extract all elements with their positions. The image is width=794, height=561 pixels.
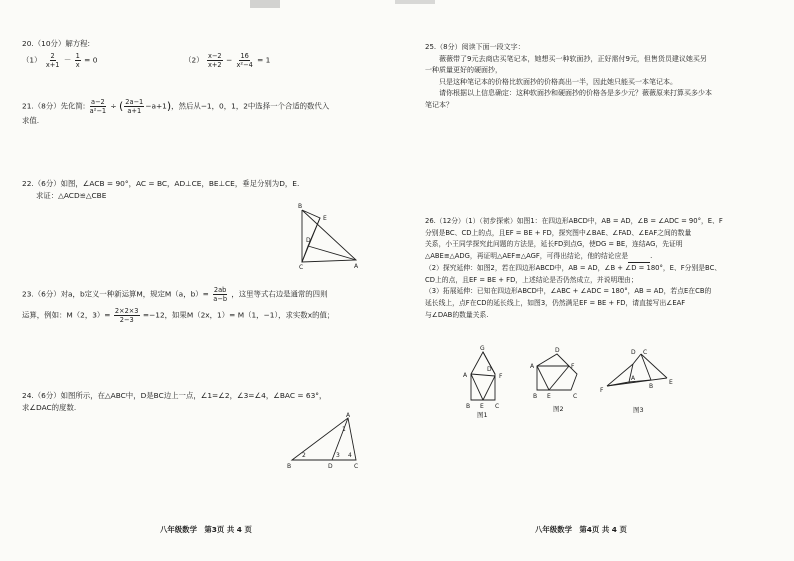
question-20-equations: （1） $\frac{2}{x+1}$ － $\frac{1}{x}$ = 0 （2） $\frac{x-2}{x+2}$ − $\frac{16}{\text{x²−4}}$ = 1 — [22, 52, 271, 69]
caption-fig1: 图1 — [477, 411, 488, 418]
angle-1: 1 — [342, 426, 346, 433]
fraction: $\frac{16}{\text{x²−4}}$ — [236, 52, 253, 69]
question-20-heading: 20.（10分）解方程: — [22, 39, 90, 48]
figure-q22 — [290, 198, 370, 270]
label-D: D — [328, 463, 333, 470]
figure-2 — [523, 340, 593, 418]
question-21: 21.（8分）先化简: $\frac{a-2}{\text{a²−1}}$ ÷ ( $\frac{2a-1}{a+1}$ −a+1)，然后从−1，0，1，2中选择一个合适的数代入 求值. — [22, 98, 330, 125]
label-D: D — [487, 366, 492, 373]
label-A: A — [354, 263, 359, 270]
answer-blank[interactable] — [628, 254, 650, 263]
question-26: 26.（12分）（1）（初步探索）如图1：在四边形ABCD中，AB = AD，∠B = ∠ADC = 90°，E、F 分别是BC、CD上的点，且EF = BE + FD，探究图中∠BAE、∠FAD、∠EAF之间的数量 关系，小王同学探究此问题的方法是，延长FD到点G，使DG = BE，连结AG，先证明 △ABE≌△ADG，再证明△AEF≌△AGF，可得出结论，他的结论应是 . （2）探究延伸：如图2，若在四边形ABCD中，AB = AD，∠B + ∠D = 180°，E、F分别是BC、 CD上的点，且EF = BE + FD，上述结论是否仍然成立，并说明理由； （3）拓展延伸：已知在四边形ABCD中，∠ABC + ∠ADC = 180°，AB = AD，若点E在CB的 延长线上，点F在CD的延长线上，如图3，仍然满足EF = BE + FD，请直接写出∠EAF 与∠DAB的数量关系. — [425, 217, 723, 319]
label-B: B — [533, 393, 538, 400]
label-E: E — [669, 379, 673, 386]
label-C: C — [573, 393, 578, 400]
label-F: F — [571, 363, 575, 370]
label-B: B — [466, 403, 471, 410]
question-25: 25.（8分）阅读下面一段文字： 薇薇带了9元去商店买笔记本，她想买一种软面抄，正好需付9元，但售货员建议她买另 一种质量更好的硬面抄， 只是这种笔记本的价格比软面抄的价格高出一半，因此她只能买一本笔记本。 请你根据以上信息确定：这种软面抄和硬面抄的价格各是多少元？薇薇原来打算买多少本 笔记本？ — [425, 43, 712, 109]
label-C: C — [643, 349, 648, 356]
label-C: C — [495, 403, 500, 410]
fraction: $\frac{2a-1}{a+1}$ — [125, 98, 144, 115]
label-A: A — [346, 412, 351, 419]
angle-2: 2 — [302, 452, 306, 459]
caption-fig3: 图3 — [633, 406, 644, 414]
label-F: F — [600, 387, 604, 394]
question-20 — [22, 38, 270, 69]
page-footer: 八年级数学 第3页 共 4 页 — [160, 525, 252, 534]
label-D: D — [306, 237, 311, 244]
figure-3 — [597, 342, 679, 418]
label-E: E — [547, 393, 551, 400]
question-24: 24.（6分）如图所示，在△ABC中，D是BC边上一点，∠1=∠2，∠3=∠4，∠BAC = 63°， 求∠DAC的度数. — [22, 391, 327, 412]
page-4 — [397, 0, 794, 561]
label-C: C — [354, 463, 359, 470]
label-B: B — [287, 463, 292, 470]
fraction: $\frac{x-2}{x+2}$ — [207, 52, 222, 69]
fraction: $\frac{a-2}{\text{a²−1}}$ — [89, 98, 107, 115]
label-B: B — [649, 383, 654, 390]
label-F: F — [499, 373, 503, 380]
question-22: 22.（6分）如图，∠ACB = 90°，AC = BC，AD⊥CE，BE⊥CE，垂足分别为D，E. 求证：△ACD≌△CBE — [22, 179, 300, 200]
label-D: D — [631, 349, 636, 356]
caption-fig2: 图2 — [553, 405, 564, 413]
label-G: G — [480, 345, 485, 352]
label-C: C — [299, 264, 304, 270]
fraction: $\frac{2\times 2\times 3}{2-3}$ — [114, 307, 139, 324]
figure-q24 — [282, 410, 368, 472]
label-A: A — [463, 372, 468, 379]
label-A: A — [530, 363, 535, 370]
label-A: A — [631, 375, 636, 382]
label-E: E — [480, 403, 484, 410]
fraction: $\frac{1}{x}$ — [75, 52, 80, 69]
fraction: $\frac{2ab}{a-b}$ — [213, 286, 228, 303]
label-E: E — [323, 215, 327, 222]
label-B: B — [298, 203, 303, 210]
angle-4: 4 — [348, 452, 352, 459]
figure-1 — [457, 340, 519, 418]
page-footer: 八年级数学 第4页 共 4 页 — [535, 525, 627, 534]
fraction: $\frac{2}{x+1}$ — [45, 52, 60, 69]
label-D: D — [555, 347, 560, 354]
question-23: 23.（6分）对a，b定义一种新运算M，规定M（a，b）= $\frac{2ab}{a-b}$ ，这里等式右边是通常的四则 运算，例如：M（2，3）= $\frac{2\times 2\times 3}{2-3}$ =−12，如果M（2x，1）= M（1，−1），求实数x的值； — [22, 286, 335, 324]
angle-3: 3 — [336, 452, 340, 459]
